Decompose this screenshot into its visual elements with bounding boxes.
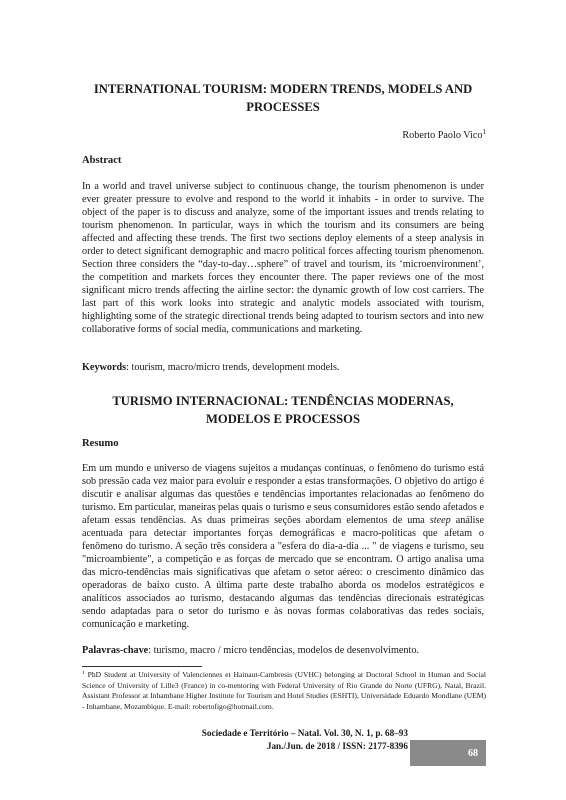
footnote-mark: 1 bbox=[82, 670, 85, 676]
keywords-line bbox=[82, 362, 484, 373]
footnote-text: PhD Student at University of Valenciennes et Hainaut-Cambresis (UVHC) belonging at Doctoral School in Human and Social Science of University of Lille3 (France) in co-mentoring with Federal University of Rio Grande do Norte (UFRG), Natal, Brazil. Assistant Professor at Inhambane Higher Institute for Tourism and Hotel Studies (ESHTI), Universidade Eduardo Mondlane (UEM) - Inhambane, Mozambique. E-mail: robertofigo@hotmail.com. bbox=[82, 670, 486, 711]
portuguese-title: TURISMO INTERNACIONAL: TENDÊNCIAS MODERNAS, MODELOS E PROCESSOS bbox=[112, 394, 454, 426]
abstract-text: In a world and travel universe subject to continuous change, the tourism phenomenon is under ever greater pressure to evolve and respond to the world it inhabits - in order to survive. The object of the paper is to discuss and analyze, some of the important issues and trends relating to tourism phenomenon. In particular, ways in which the tourism and its consumers are being affected and affecting these trends. The first two sections deploy elements of a steep analysis in order to detect significant demographic and macro political forces affecting tourism phenomenon. Section three considers the “day-to-day…sphere” of travel and tourism, its ‘microenvironment’, the competition and markets forces they encounter there. The paper reviews one of the most significant micro trends affecting the airline sector: the dynamic growth of low cost carriers. The last part of this work looks into strategic and analytic models associated with tourism, highlighting some of the strategic directional trends being adapted to tourism sectors and into new collaborative forms of social media, communications and marketing. bbox=[82, 181, 484, 335]
article-title: INTERNATIONAL TOURISM: MODERN TRENDS, MODELS AND PROCESSES bbox=[93, 82, 473, 114]
resumo-text-part2: análise acentuada para detectar importantes forças demográficas e macro-políticas que afetam o fenômeno do turismo. A seção três considera a "esfera do dia-a-dia ... " de viagens e turismo, seu "microambiente", a competição e as forças de mercado que se encontram. O artigo analisa uma das micro-tendências mais significativas que afetam o setor aéreo: o crescimento dinâmico das operadoras de baixo custo. A última parte deste trabalho aborda os modelos estratégicos e analíticos associados ao turismo, destacando algumas das tendências direcionais estratégicas sendo adaptadas para o setor do turismo e às novas formas colaborativas das redes sociais, comunicação e marketing. bbox=[82, 515, 485, 630]
journal-issn: Jan./Jun. de 2018 / ISSN: 2177-8396 bbox=[266, 741, 408, 751]
author-footnote-mark: 1 bbox=[482, 128, 486, 136]
author-name: Roberto Paolo Vico bbox=[402, 130, 483, 141]
abstract-heading: Abstract bbox=[82, 155, 122, 166]
journal-footer bbox=[82, 727, 408, 753]
resumo-text bbox=[82, 462, 484, 631]
palavras-chave-label: Palavras-chave bbox=[82, 645, 149, 656]
page-number-box bbox=[410, 740, 486, 766]
journal-citation: Sociedade e Território – Natal. Vol. 30, N. 1, p. 68–93 bbox=[201, 728, 408, 738]
author-line bbox=[402, 130, 486, 141]
keywords-text: : tourism, macro/micro trends, development models. bbox=[126, 362, 340, 373]
page-number: 68 bbox=[468, 747, 478, 759]
resumo-text-part1: Em um mundo e universo de viagens sujeitos a mudanças contínuas, o fenômeno do turismo está sob pressão cada vez maior para evoluir e responder a estas transformações. O objetivo do artigo é discutir e analisar algumas das questões e tendências importantes relacionadas ao fenômeno do turismo. Em particular, maneiras pelas quais o turismo e seus consumidores estão sendo afetados e afetam essas tendências. As duas primeiras seções abordam elementos de uma bbox=[82, 463, 484, 526]
palavras-chave-text: : turismo, macro / micro tendências, modelos de desenvolvimento. bbox=[148, 645, 419, 656]
keywords-label: Keywords bbox=[82, 362, 127, 373]
footnote bbox=[82, 670, 486, 712]
resumo-heading: Resumo bbox=[82, 438, 119, 449]
palavras-chave-line bbox=[82, 645, 484, 656]
resumo-italic-term: steep bbox=[429, 515, 451, 526]
footnote-divider bbox=[82, 666, 202, 667]
